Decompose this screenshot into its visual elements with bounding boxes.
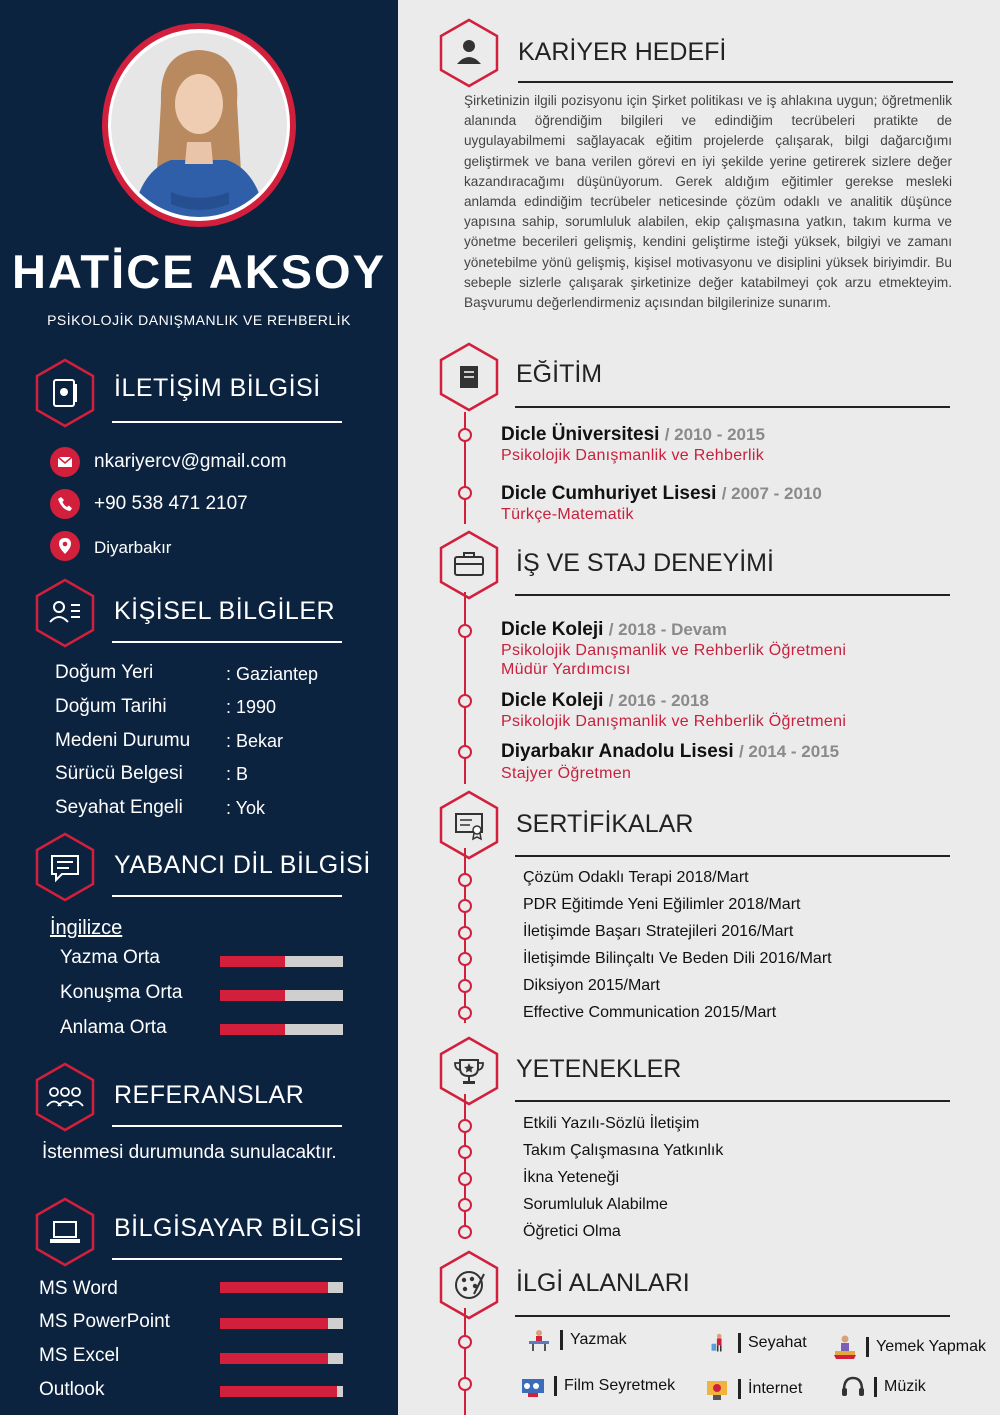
experience-role: Psikolojik Danışmanlik ve Rehberlik Öğretmeni	[501, 713, 847, 730]
timeline-node	[458, 873, 472, 887]
references-hex-icon	[34, 1062, 96, 1132]
cooking-icon	[832, 1334, 858, 1360]
timeline-node	[458, 952, 472, 966]
certificate-item: Çözüm Odaklı Terapi 2018/Mart	[523, 869, 749, 886]
timeline-node	[458, 486, 472, 500]
contact-title: İLETİŞİM BİLGİSİ	[114, 374, 321, 402]
skill-item: Etkili Yazılı-Sözlü İletişim	[523, 1115, 700, 1132]
skill-item: Öğretici Olma	[523, 1223, 621, 1240]
interest-label: Müzik	[884, 1378, 926, 1396]
contact-divider	[112, 421, 342, 423]
references-divider	[112, 1125, 342, 1127]
profile-subtitle: PSİKOLOJİK DANIŞMANLIK VE REHBERLİK	[47, 312, 351, 328]
objective-divider	[518, 81, 953, 83]
computer-skill-bar	[220, 1318, 343, 1329]
experience-place	[501, 619, 727, 641]
skill-item: Sorumluluk Alabilme	[523, 1196, 668, 1213]
city-text: Diyarbakır	[94, 538, 172, 557]
interest-separator	[866, 1337, 869, 1357]
interest-separator	[738, 1333, 741, 1353]
certificates-hex-icon	[438, 790, 500, 860]
certificate-item: Effective Communication 2015/Mart	[523, 1004, 777, 1021]
languages-hex-icon	[34, 832, 96, 902]
personal-value: : Bekar	[226, 731, 284, 751]
timeline-node	[458, 1198, 472, 1212]
education-school	[501, 483, 822, 505]
personal-label: Doğum Yeri	[55, 662, 154, 683]
skills-hex-icon	[438, 1036, 500, 1106]
bar-fill	[220, 1386, 337, 1397]
interest-separator	[738, 1379, 741, 1399]
experience-place	[501, 741, 839, 763]
skills-divider	[515, 1100, 950, 1102]
internet-icon	[704, 1376, 730, 1402]
interest-label: Seyahat	[748, 1334, 807, 1352]
personal-divider	[112, 641, 342, 643]
timeline-node	[458, 624, 472, 638]
personal-label: Sürücü Belgesi	[55, 763, 183, 784]
certificates-divider	[515, 855, 950, 857]
email-icon	[50, 447, 80, 477]
certificate-item: İletişimde Bilinçaltı Ve Beden Dili 2016/Mart	[523, 950, 832, 967]
timeline-node	[458, 979, 472, 993]
languages-divider	[112, 895, 342, 897]
experience-role: Psikolojik Danışmanlik ve Rehberlik Öğretmeni	[501, 642, 847, 659]
film-icon	[520, 1373, 546, 1399]
timeline-node	[458, 1225, 472, 1239]
school-name: Dicle Üniversitesi	[501, 424, 660, 445]
timeline-node	[458, 1006, 472, 1020]
place-name: Dicle Koleji	[501, 690, 604, 711]
experience-divider	[515, 594, 950, 596]
timeline-node	[458, 899, 472, 913]
place-name: Diyarbakır Anadolu Lisesi	[501, 741, 734, 762]
language-name: İngilizce	[50, 917, 123, 939]
interest-label: Film Seyretmek	[564, 1377, 676, 1395]
education-hex-icon	[438, 342, 500, 412]
timeline-node	[458, 1172, 472, 1186]
interests-hex-icon	[438, 1250, 500, 1320]
place-name: Dicle Koleji	[501, 619, 604, 640]
language-skill-bar	[220, 956, 343, 967]
computer-skill-label: Outlook	[39, 1379, 105, 1400]
skill-item: İkna Yeteneği	[523, 1169, 620, 1186]
place-years: / 2016 - 2018	[608, 691, 709, 710]
timeline-node	[458, 926, 472, 940]
email-text[interactable]: nkariyercv@gmail.com	[94, 451, 287, 472]
timeline-node	[458, 1145, 472, 1159]
personal-value: : 1990	[226, 697, 277, 717]
experience-place	[501, 690, 709, 712]
education-detail: Türkçe-Matematik	[501, 506, 634, 523]
computer-skill-bar	[220, 1386, 343, 1397]
languages-title: YABANCI DİL BİLGİSİ	[114, 851, 371, 879]
place-years: / 2014 - 2015	[738, 742, 840, 761]
computer-skill-label: MS PowerPoint	[39, 1311, 170, 1332]
computer-title: BİLGİSAYAR BİLGİSİ	[114, 1214, 363, 1242]
language-skill-label: Konuşma Orta	[60, 982, 183, 1003]
interest-label: İnternet	[748, 1380, 803, 1398]
education-divider	[515, 406, 950, 408]
timeline-node	[458, 694, 472, 708]
bar-fill	[220, 1282, 328, 1293]
interest-item	[526, 1327, 627, 1353]
bar-fill	[220, 1318, 328, 1329]
personal-title: KİŞİSEL BİLGİLER	[114, 597, 336, 625]
references-title: REFERANSLAR	[114, 1081, 305, 1109]
interest-separator	[560, 1330, 563, 1350]
certificate-item: İletişimde Başarı Stratejileri 2016/Mart	[523, 923, 794, 940]
interest-separator	[554, 1376, 557, 1396]
language-skill-label: Yazma Orta	[60, 947, 160, 968]
interest-label: Yemek Yapmak	[876, 1338, 986, 1356]
timeline-node	[458, 1335, 472, 1349]
school-name: Dicle Cumhuriyet Lisesi	[501, 483, 717, 504]
skill-item: Takım Çalışmasına Yatkınlık	[523, 1142, 724, 1159]
music-icon	[840, 1374, 866, 1400]
profile-photo	[101, 22, 297, 228]
experience-role: Stajyer Öğretmen	[501, 765, 632, 782]
interests-title: İLGİ ALANLARI	[516, 1269, 690, 1297]
certificates-title: SERTİFİKALAR	[516, 810, 694, 838]
interest-item	[832, 1334, 986, 1360]
skills-title: YETENEKLER	[516, 1055, 682, 1083]
interest-item	[710, 1328, 807, 1358]
travel-icon	[710, 1328, 730, 1358]
objective-hex-icon	[438, 18, 500, 88]
personal-label: Seyahat Engeli	[55, 797, 183, 818]
personal-value: : Yok	[226, 798, 266, 818]
experience-title: İŞ VE STAJ DENEYİMİ	[516, 549, 774, 577]
language-skill-bar	[220, 1024, 343, 1035]
bar-fill	[220, 956, 285, 967]
place-years: / 2018 - Devam	[608, 620, 727, 639]
personal-value: : B	[226, 764, 249, 784]
timeline-node	[458, 1377, 472, 1391]
certificate-item: PDR Eğitimde Yeni Eğilimler 2018/Mart	[523, 896, 801, 913]
interests-divider	[515, 1315, 950, 1317]
writing-icon	[526, 1327, 552, 1353]
sidebar	[0, 0, 398, 1415]
main-content	[398, 0, 1000, 1415]
interest-separator	[874, 1377, 877, 1397]
personal-label: Medeni Durumu	[55, 730, 191, 751]
profile-name: HATİCE AKSOY	[12, 245, 386, 298]
personal-hex-icon	[34, 578, 96, 648]
interest-item	[520, 1373, 675, 1399]
phone-icon	[50, 489, 80, 519]
computer-skill-label: MS Excel	[39, 1345, 120, 1366]
computer-skill-label: MS Word	[39, 1278, 118, 1299]
education-school	[501, 424, 765, 446]
timeline-node	[458, 745, 472, 759]
timeline-line	[464, 1308, 466, 1415]
computer-hex-icon	[34, 1197, 96, 1267]
personal-value: : Gaziantep	[226, 664, 319, 684]
language-skill-label: Anlama Orta	[60, 1017, 167, 1038]
certificate-item: Diksiyon 2015/Mart	[523, 977, 660, 994]
education-detail: Psikolojik Danışmanlik ve Rehberlik	[501, 447, 765, 464]
contact-hex-icon	[34, 358, 96, 428]
objective-title: KARİYER HEDEFİ	[518, 38, 727, 66]
interest-label: Yazmak	[570, 1331, 627, 1349]
objective-text: Şirketinizin ilgili pozisyonu için Şirket politikası ve iş ahlakına uygun; öğretmenlik alanında öğrendiğim bilgileri ve edindiğim tecrübeleri pratikte de uygulayabilmemi sağlayacak eğitim projelerde çalışarak, bilgi dağarcığımı geliştirmek ve bana verilen görevi en iyi şekilde yerine getirerek sizlere değer kazandıracağımı düşünüyorum. Gerek aldığım eğitimler gerekse mesleki anlamda edindiğim tecrübeler neticesinde çözüm odaklı ve analitik düşünce yapısına sahip, sorumluluk alabilen, ekip çalışmasına yatkın, takım kurma ve yönetme becerileri gelişmiş, kendini geliştirme isteği yüksek, bilgiyi ve zamanı yönetebilme yönü gelişmiş, kişisel motivasyonu ve disiplini yüksek biriyimdir. Bu sebeple sizlerle çalışarak şirketinize değer katabilmeyi çok arzu etmekteyim. Başvurumu değerlendirmeniz açısından bilgilerinize sunarım.	[464, 93, 952, 311]
school-years: / 2007 - 2010	[721, 484, 822, 503]
interest-item	[840, 1374, 926, 1400]
timeline-line	[464, 1094, 466, 1239]
references-text: İstenmesi durumunda sunulacaktır.	[42, 1142, 337, 1163]
school-years: / 2010 - 2015	[664, 425, 765, 444]
experience-role: Müdür Yardımcısı	[501, 661, 631, 678]
timeline-node	[458, 1119, 472, 1133]
education-title: EĞİTİM	[516, 360, 603, 388]
location-icon	[50, 531, 80, 561]
language-skill-bar	[220, 990, 343, 1001]
interest-item	[704, 1376, 802, 1402]
bar-fill	[220, 1024, 285, 1035]
timeline-node	[458, 428, 472, 442]
phone-text[interactable]: +90 538 471 2107	[94, 493, 248, 514]
computer-divider	[112, 1258, 342, 1260]
computer-skill-bar	[220, 1282, 343, 1293]
personal-label: Doğum Tarihi	[55, 696, 167, 717]
computer-skill-bar	[220, 1353, 343, 1364]
experience-hex-icon	[438, 530, 500, 600]
bar-fill	[220, 1353, 328, 1364]
bar-fill	[220, 990, 285, 1001]
